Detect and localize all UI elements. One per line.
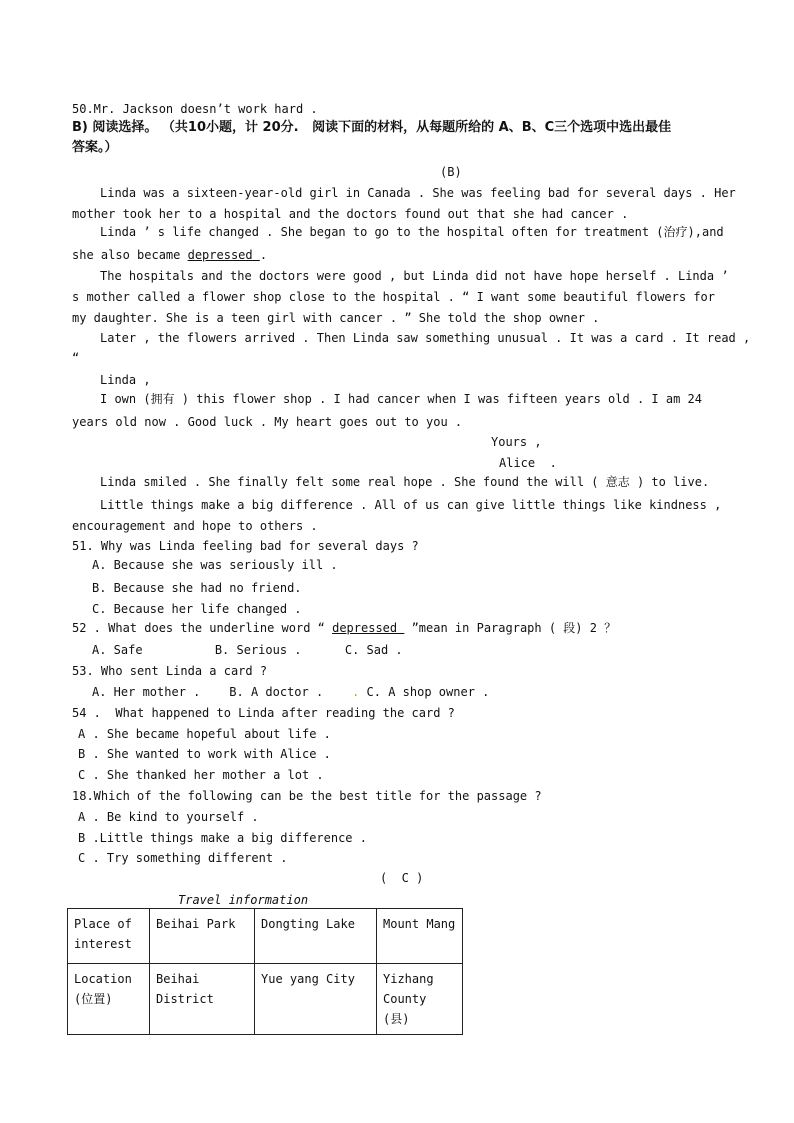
question-54-option-a: A . She became hopeful about life . [78,727,331,741]
passage-b-line: Little things make a big difference . All of us can give little things like kindness , [100,498,722,512]
text-segment: A. Her mother . B. A doctor . [92,685,353,699]
stray-mark: . [352,685,360,699]
passage-b-line: “ [72,351,80,365]
underlined-word: depressed [332,621,405,635]
question-52-options: A. Safe B. Serious . C. Sad . [92,643,403,657]
question-51-stem: 51. Why was Linda feeling bad for several days ? [72,539,419,553]
table-cell: Yue yang City [255,964,377,1035]
question-18-option-c: C . Try something different . [78,851,288,865]
text-segment: 52 . What does the underline word “ [72,621,333,635]
passage-b-line: mother took her to a hospital and the doctors found out that she had cancer . [72,207,629,221]
question-53-stem: 53. Who sent Linda a card ? [72,664,268,678]
table-cell: Mount Mang [377,909,463,964]
passage-b-line: Later , the flowers arrived . Then Linda saw something unusual . It was a card . It read , [100,331,751,345]
passage-b-line: Yours , [491,435,542,449]
passage-b-line: The hospitals and the doctors were good , but Linda did not have hope herself . Linda ’ [100,269,729,283]
question-52-stem [72,620,616,636]
table-cell: Dongting Lake [255,909,377,964]
table-row [68,909,463,964]
section-b-instruction-cont: 答案。） [72,140,118,155]
question-54-option-c: C . She thanked her mother a lot . [78,768,324,782]
passage-b-line: years old now . Good luck . My heart goes out to you . [72,415,463,429]
table-cell: Place of interest [68,909,150,964]
passage-b-line: Linda , [100,373,151,387]
passage-b-line: my daughter. She is a teen girl with cancer . ” She told the shop owner . [72,311,600,325]
passage-b-line: encouragement and hope to others . [72,519,318,533]
passage-b-line: Alice . [499,456,557,470]
underlined-word: depressed [187,248,260,262]
text-segment: she also became [72,248,188,262]
question-53-options [92,684,489,700]
text-segment: ”mean in Paragraph ( 段) 2 ？ [404,621,617,635]
passage-c-label: ( C ) [380,871,424,885]
passage-b-line: Linda was a sixteen-year-old girl in Canada . She was feeling bad for several days . Her [100,186,736,200]
passage-b-line: s mother called a flower shop close to the hospital . “ I want some beautiful flowers for [72,290,715,304]
text-segment: C. A shop owner . [359,685,490,699]
passage-b-line [72,247,267,263]
question-18-stem: 18.Which of the following can be the best title for the passage ? [72,789,542,803]
passage-b-line: Linda ’ s life changed . She began to go to the hospital often for treatment (治疗),and [100,225,724,239]
table-caption: Travel information [178,893,309,907]
table-cell: Location (位置) [68,964,150,1035]
question-18-option-b: B .Little things make a big difference . [78,831,367,845]
passage-b-line: I own (拥有 ) this flower shop . I had cancer when I was fifteen years old . I am 24 [100,392,702,406]
question-18-option-a: A . Be kind to yourself . [78,810,259,824]
table-cell: Beihai Park [150,909,255,964]
question-50: 50.Mr. Jackson doesn’t work hard . [72,102,318,116]
question-54-stem: 54 . What happened to Linda after reading the card ? [72,706,455,720]
table-cell: Beihai District [150,964,255,1035]
travel-info-table [67,908,463,1035]
question-51-option-c: C. Because her life changed . [92,602,302,616]
question-51-option-b: B. Because she had no friend. [92,581,302,595]
question-51-option-a: A. Because she was seriously ill . [92,558,338,572]
table-row [68,964,463,1035]
section-b-instruction: B) 阅读选择。 （共10小题，计 20分. 阅读下面的材料，从每题所给的 A、B、C三个选项中选出最佳 [72,120,672,135]
passage-b-line: Linda smiled . She finally felt some real hope . She found the will ( 意志 ) to live. [100,475,710,489]
passage-b-label: (B) [440,165,462,179]
question-54-option-b: B . She wanted to work with Alice . [78,747,331,761]
text-segment: . [259,248,268,262]
table-cell: Yizhang County (县) [377,964,463,1035]
